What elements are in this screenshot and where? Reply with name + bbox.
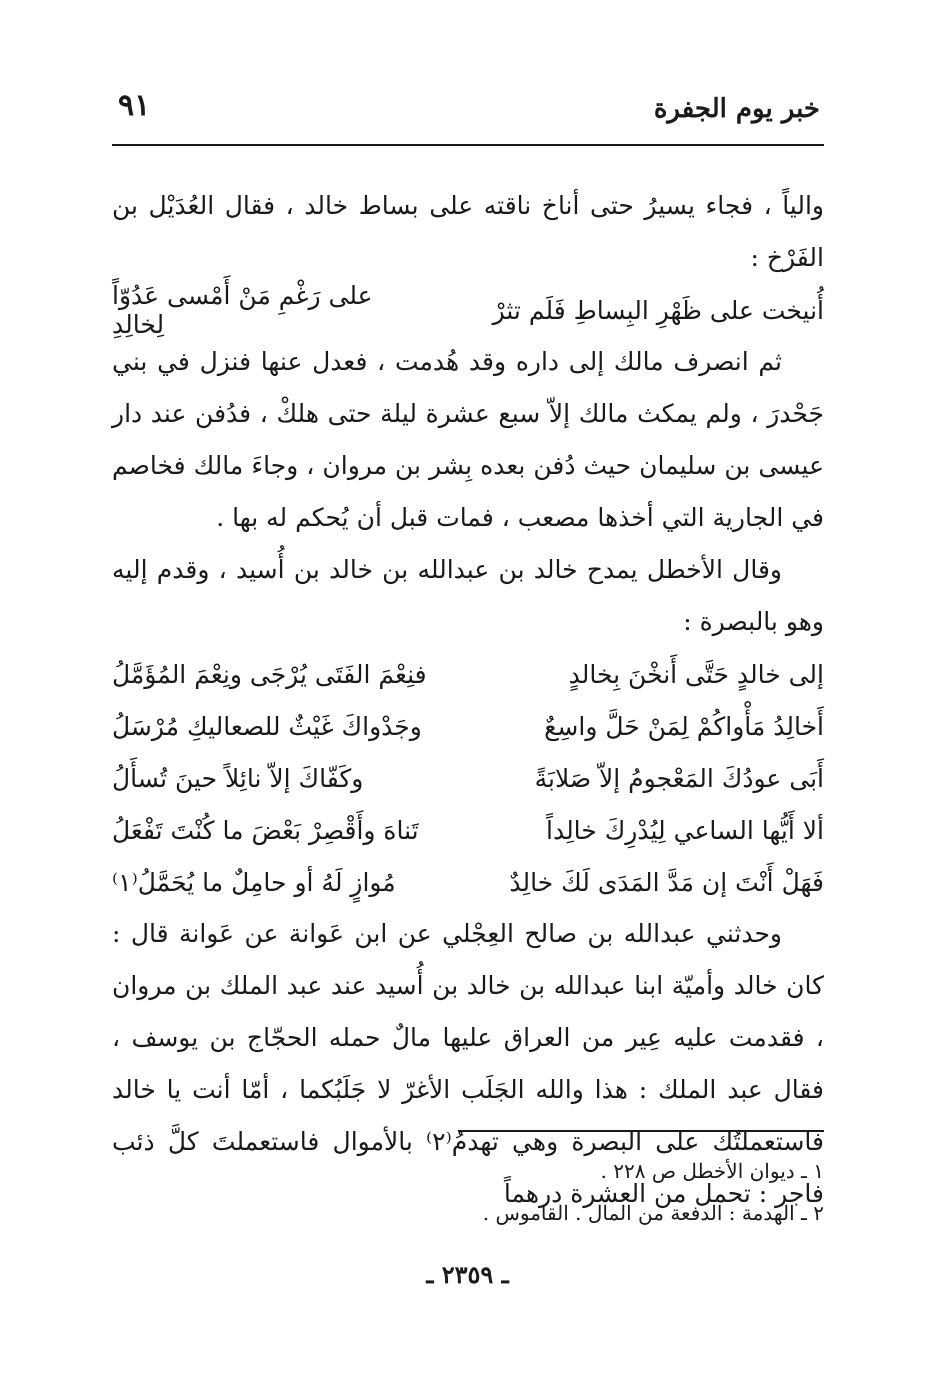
folio-number: ـ ٢٣٥٩ ـ	[426, 1260, 509, 1289]
verse-first-hemistich: أَخالِدُ مَأْواكُمْ لِمَنْ حَلَّ واسِعٌ	[544, 711, 824, 741]
paragraph: ثم انصرف مالك إلى داره وقد هُدمت ، فعدل عنها فنزل في بني جَحْدرَ ، ولم يمكث مالك إلاّ سبع عشرة ليلة حتى هلكْ ، فدُفن عند دار عيسى بن سليمان حيث دُفن بعده بِشر بن مروان ، وجاءَ مالك فخاصم في الجارية التي أخذها مصعب ، فمات قبل أن يُحكم له بها .	[112, 347, 824, 532]
verse-first-hemistich: إلى خالدٍ حَتَّى أَنخْنَ بِخالدٍ	[568, 659, 824, 689]
footnote: ٢ ـ الهدمة : الدفعة من المال . القاموس .	[482, 1201, 824, 1225]
running-header	[112, 78, 824, 146]
footnote-divider	[458, 1130, 824, 1132]
verse-line	[112, 281, 824, 339]
verse-line	[112, 752, 824, 804]
chapter-title: خبر يوم الجفرة	[653, 94, 820, 124]
verse-second-hemistich: مُوازٍ لَهُ أو حامِلٌ ما يُحَمَّلُ⁽١⁾	[112, 867, 396, 897]
verse-first-hemistich: فَهَلْ أَنْتَ إن مَدَّ المَدَى لَكَ خالِدٌ	[509, 867, 824, 897]
verse-second-hemistich: على رَغْمِ مَنْ أَمْسى عَدُوّاً لِخالِدِ	[112, 281, 373, 339]
paragraph: وقال الأخطل يمدح خالد بن عبدالله بن خالد بن أُسيد ، وقدم إليه وهو بالبصرة :	[112, 555, 824, 636]
paragraph: وحدثني عبدالله بن صالح العِجْلي عن ابن عَوانة عن عَوانة قال : كان خالد وأميّة ابنا عبدالله بن خالد بن أُسيد عند عبد الملك بن مروان ، فقدمت عليه عِير من العراق عليها مالٌ حمله الحجّاج بن يوسف ، فقال عبد الملك : هذا والله الجَلَب الأغرّ لا جَلَبُكما ، أمّا أنت يا خالد فاستعملتُك على البصرة وهي تهدمُ⁽٢⁾ بالأموال فاستعملتَ كلَّ ذئب فاجر : تحمل من العشرة درهماً	[112, 919, 824, 1208]
verse-second-hemistich: وكَفّاكَ إلاّ نائِلاً حينَ تُسأَلُ	[112, 763, 364, 793]
footnotes	[112, 1150, 824, 1234]
verse-first-hemistich: أَبَى عودُكَ المَعْجومُ إلاّ صَلابَةً	[534, 763, 824, 793]
verse-second-hemistich: وجَدْواكَ غَيْثٌ للصعاليكِ مُرْسَلُ	[112, 711, 422, 741]
verse-first-hemistich: ألا أَيُّها الساعي لِيُدْرِكَ خالِداً	[546, 815, 824, 845]
page-body	[112, 180, 824, 1220]
verse-second-hemistich: فنِعْمَ الفَتَى يُرْجَى ونِعْمَ المُؤَمَّلُ	[112, 659, 427, 689]
paragraph: والياً ، فجاء يسيرُ حتى أناخ ناقته على بساط خالد ، فقال العُدَيْل بن الفَرْخ :	[112, 191, 824, 272]
footnote: ١ ـ ديوان الأخطل ص ٢٢٨ .	[600, 1159, 824, 1183]
verse-line	[112, 856, 824, 908]
verse-line	[112, 804, 824, 856]
verse-line	[112, 700, 824, 752]
verse-first-hemistich: أُنيخت على ظَهْرِ البِساطِ فَلَم تثرْ	[492, 295, 824, 325]
verse-line	[112, 648, 824, 700]
verse-second-hemistich: تَناهَ وأَقْصِرْ بَعْضَ ما كُنْتَ تَفْعَلُ	[112, 815, 419, 845]
page-number: ٩١	[118, 88, 151, 123]
